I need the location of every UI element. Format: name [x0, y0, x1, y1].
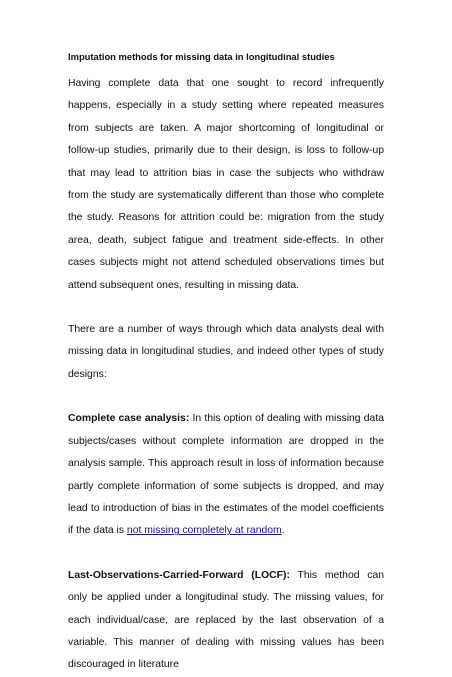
locf-term: Last-Observations-Carried-Forward (LOCF): — [68, 569, 290, 581]
document-page — [68, 50, 384, 677]
mcar-link[interactable]: not missing completely at random — [126, 525, 282, 537]
locf-paragraph — [68, 565, 384, 677]
complete-case-term: Complete case analysis: — [68, 413, 190, 425]
complete-case-paragraph — [68, 408, 384, 542]
document-heading: Imputation methods for missing data in longitudinal studies — [68, 51, 335, 62]
complete-case-end: . — [281, 525, 285, 537]
locf-text: This method can only be applied under a longitudinal study. The missing values, for each individual/case, are replaced by the last observation of a variable. This manner of dealing with missing values has been discouraged in literature — [68, 569, 385, 671]
complete-case-text: In this option of dealing with missing data subjects/cases without complete information are dropped in the analysis sample. This approach result in loss of information because partly complete information of some subjects is dropped, and may lead to introduction of bias in the estimates of the model coefficients if the data is — [68, 413, 384, 537]
ways-paragraph: There are a number of ways through which data analysts deal with missing data in longitudinal studies, and indeed other types of study designs: — [68, 324, 384, 380]
intro-paragraph: Having complete data that one sought to record infrequently happens, especially in a study setting where repeated measures from subjects are taken. A major shortcoming of longitudinal or follow-up studies, primarily due to their design, is loss to follow-up that may lead to attrition bias in case the subjects who withdraw from the study are systematically different than those who complete the study. Reasons for attrition could be: migration from the study area, death, subject fatigue and treatment side-effects. In other cases subjects might not attend scheduled observations times but attend subsequent ones, resulting in missing data. — [68, 78, 384, 291]
